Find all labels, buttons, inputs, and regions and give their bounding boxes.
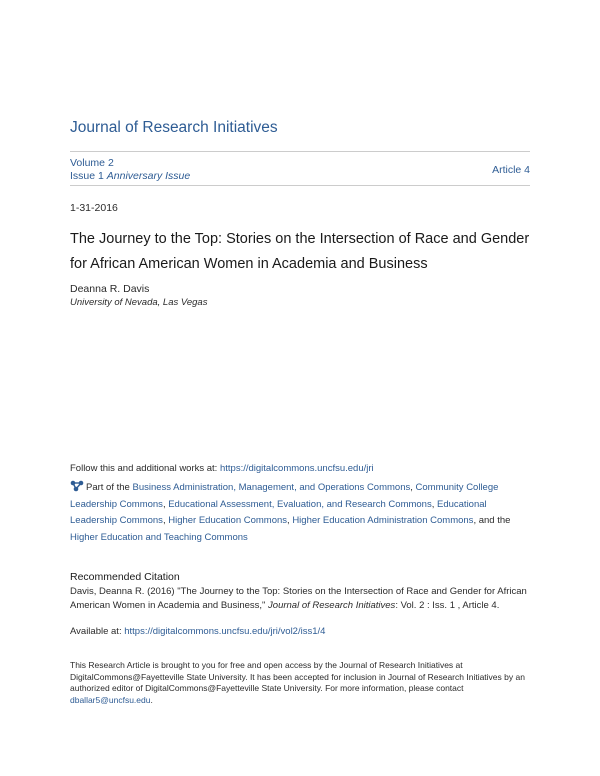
- commons-link-list: [70, 482, 510, 543]
- part-of-prefix: Part of the: [86, 482, 133, 493]
- top-divider: [70, 151, 530, 152]
- commons-link[interactable]: Higher Education Commons: [168, 515, 288, 526]
- commons-link[interactable]: Educational Leadership Commons: [70, 498, 487, 526]
- volume-issue-block: [70, 157, 190, 183]
- network-icon: [70, 480, 84, 492]
- article-title: The Journey to the Top: Stories on the Intersection of Race and Gender for African American Women in Academia and Business: [70, 231, 530, 272]
- available-at: [70, 626, 325, 637]
- part-of-commons: [70, 480, 532, 546]
- available-link[interactable]: https://digitalcommons.uncfsu.edu/jri/vol2/iss1/4: [124, 626, 326, 637]
- follow-link[interactable]: https://digitalcommons.uncfsu.edu/jri: [219, 463, 374, 474]
- citation-journal: Journal of Research Initiatives: [268, 599, 396, 611]
- commons-link[interactable]: Higher Education Administration Commons: [292, 515, 474, 526]
- citation-main: Davis, Deanna R. (2016) "The Journey to the Top: Stories on the Intersection of Race and Gender for African American Women in Academia and Business,": [70, 586, 527, 611]
- journal-title-link[interactable]: Journal of Research Initiatives: [70, 119, 278, 136]
- commons-link[interactable]: Community College Leadership Commons: [70, 482, 499, 510]
- citation-heading: Recommended Citation: [70, 571, 180, 583]
- available-label: Available at:: [70, 626, 125, 637]
- author-affiliation: University of Nevada, Las Vegas: [70, 297, 208, 308]
- commons-separator: ,: [162, 515, 169, 526]
- commons-separator: , and the: [473, 515, 511, 526]
- commons-separator: ,: [410, 482, 416, 493]
- follow-label: Follow this and additional works at:: [70, 463, 220, 474]
- article-number-link[interactable]: Article 4: [492, 164, 530, 176]
- follow-line: [70, 463, 374, 474]
- commons-separator: ,: [162, 498, 169, 510]
- author-name: Deanna R. Davis: [70, 283, 150, 295]
- bottom-divider: [70, 185, 530, 186]
- contact-email-link[interactable]: dballar5@uncfsu.edu: [70, 694, 151, 705]
- notice-text: This Research Article is brought to you for free and open access by the Journal of Research Initiatives at DigitalCommons@Fayetteville State University. It has been accepted for inclusion in Journal of Research Initiatives by an authorized editor of DigitalCommons@Fayetteville State University. For more information, please contact: [70, 660, 525, 693]
- citation-volume: : Vol. 2 : Iss. 1 , Article 4.: [395, 599, 500, 611]
- volume-link[interactable]: Volume 2: [70, 157, 114, 169]
- commons-separator: ,: [431, 498, 437, 510]
- issue-link[interactable]: [70, 170, 190, 183]
- commons-separator: ,: [287, 515, 293, 526]
- notice-end: .: [150, 694, 153, 705]
- commons-link[interactable]: Higher Education and Teaching Commons: [70, 531, 248, 543]
- publication-date: 1-31-2016: [70, 202, 118, 214]
- issue-label: Issue 1: [70, 170, 104, 182]
- issue-subtitle: Anniversary Issue: [106, 170, 191, 182]
- access-notice: [70, 660, 532, 706]
- commons-link[interactable]: Educational Assessment, Evaluation, and Research Commons: [168, 498, 432, 510]
- commons-link[interactable]: Business Administration, Management, and Operations Commons: [132, 482, 411, 493]
- citation-text: [70, 585, 532, 612]
